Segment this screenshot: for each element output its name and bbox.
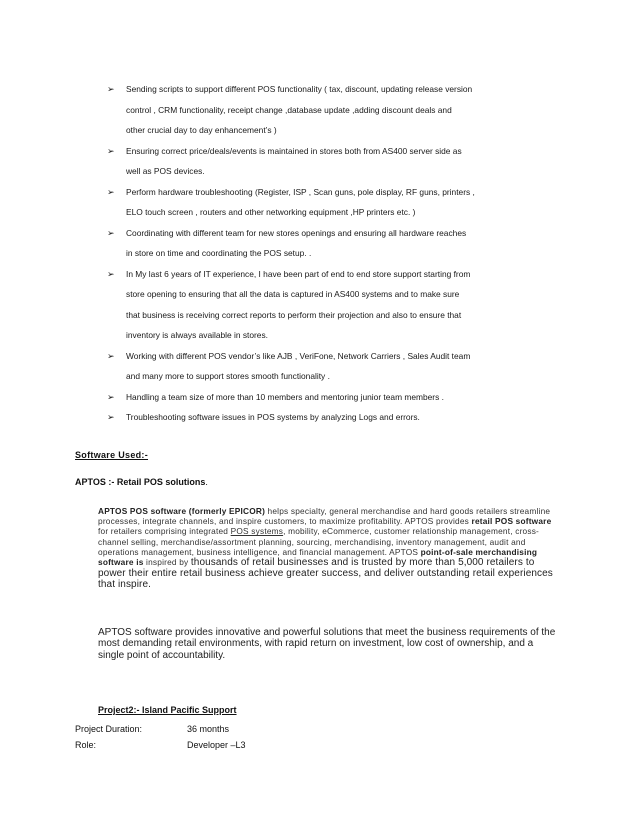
list-item [107, 264, 567, 346]
duration-value: 36 months [187, 724, 230, 734]
arrow-bullet-icon: ➢ [107, 350, 115, 361]
list-line: inventory is always available in stores. [126, 330, 268, 340]
role-value: Developer –L3 [187, 740, 246, 750]
aptos-benefits: APTOS software provides innovative and powerful solutions that meet the business requirements of the most demanding retail environments, with rapid return on investment, low cost of ownership, and a single point of accountability. [98, 627, 556, 661]
aptos-pos-term: APTOS POS software (formerly EPICOR) [98, 506, 266, 516]
list-line: and many more to support stores smooth functionality . [126, 371, 330, 381]
role-label: Role: [75, 740, 97, 750]
duration-label: Project Duration: [75, 724, 143, 734]
list-line: in store on time and coordinating the POS setup. . [126, 248, 312, 258]
list-line: ELO touch screen , routers and other networking equipment ,HP printers etc. ) [126, 207, 416, 217]
list-line: Coordinating with different team for new stores openings and ensuring all hardware reaches [126, 227, 467, 238]
list-item [107, 223, 567, 264]
aptos-heading [75, 477, 208, 487]
pos-merch-term: point-of-sale merchandising software is [98, 546, 538, 568]
desc-text-large: thousands of retail businesses and is trusted by more than 5,000 retailers to power their entire retail business achieve greater success, and deliver outstanding retail experiences that inspire. [98, 557, 553, 591]
aptos-label: APTOS :- Retail POS solutions [75, 477, 206, 487]
pos-systems-link[interactable]: POS systems [230, 526, 284, 537]
list-item [107, 346, 567, 387]
retail-pos-term: retail POS software [471, 516, 552, 527]
list-item [107, 407, 567, 428]
arrow-bullet-icon: ➢ [107, 145, 115, 156]
role-row [75, 740, 246, 750]
list-line: Ensuring correct price/deals/events is maintained in stores both from AS400 server side as [126, 145, 462, 156]
project-title: Project2:- Island Pacific Support [98, 705, 237, 715]
list-line: Sending scripts to support different POS functionality ( tax, discount, updating release version [126, 84, 473, 94]
arrow-bullet-icon: ➢ [107, 84, 115, 94]
arrow-bullet-icon: ➢ [107, 268, 115, 279]
arrow-bullet-icon: ➢ [107, 391, 115, 402]
list-item [107, 387, 567, 408]
project-duration-row [75, 724, 229, 734]
list-line: control , CRM functionality, receipt change ,database update ,adding discount deals and [126, 104, 452, 115]
list-line: well as POS devices. [126, 166, 205, 176]
list-line: that business is receiving correct reports to perform their projection and also to ensure that [126, 309, 462, 320]
responsibility-list [107, 79, 567, 428]
list-line: store opening to ensuring that all the data is captured in AS400 systems and to make sure [126, 289, 460, 299]
list-item [107, 182, 567, 223]
list-line: Working with different POS vendor’s like AJB , VeriFone, Network Carriers , Sales Audit team [126, 350, 471, 361]
desc-text: helps specialty, general merchandise and hard goods retailers streamline processes, integrate channels, and inspire customers, to maximize profitability. APTOS provides [98, 506, 551, 527]
list-line: Handling a team size of more than 10 members and mentoring junior team members . [126, 391, 444, 402]
arrow-bullet-icon: ➢ [107, 412, 115, 422]
arrow-bullet-icon: ➢ [107, 186, 115, 197]
list-line: Perform hardware troubleshooting (Register, ISP , Scan guns, pole display, RF guns, printers , [126, 186, 475, 197]
list-item [107, 79, 567, 141]
desc-text: , mobility, eCommerce, customer relationship management, cross-channel selling, merchandise/assortment planning, sourcing, merchandising, inventory management, audit and operations management, business intelligence, and financial management. APTOS [98, 526, 540, 557]
list-line: Troubleshooting software issues in POS systems by analyzing Logs and errors. [126, 412, 420, 422]
aptos-description [98, 506, 558, 591]
desc-text: for retailers comprising integrated [98, 526, 231, 537]
list-item [107, 141, 567, 182]
list-line: other crucial day to day enhancement’s ) [126, 125, 277, 135]
aptos-dot: . [205, 477, 208, 487]
software-used-heading: Software Used:- [75, 450, 149, 460]
arrow-bullet-icon: ➢ [107, 227, 115, 238]
desc-text: inspired by [143, 557, 189, 568]
list-line: In My last 6 years of IT experience, I have been part of end to end store support starting from [126, 268, 471, 279]
